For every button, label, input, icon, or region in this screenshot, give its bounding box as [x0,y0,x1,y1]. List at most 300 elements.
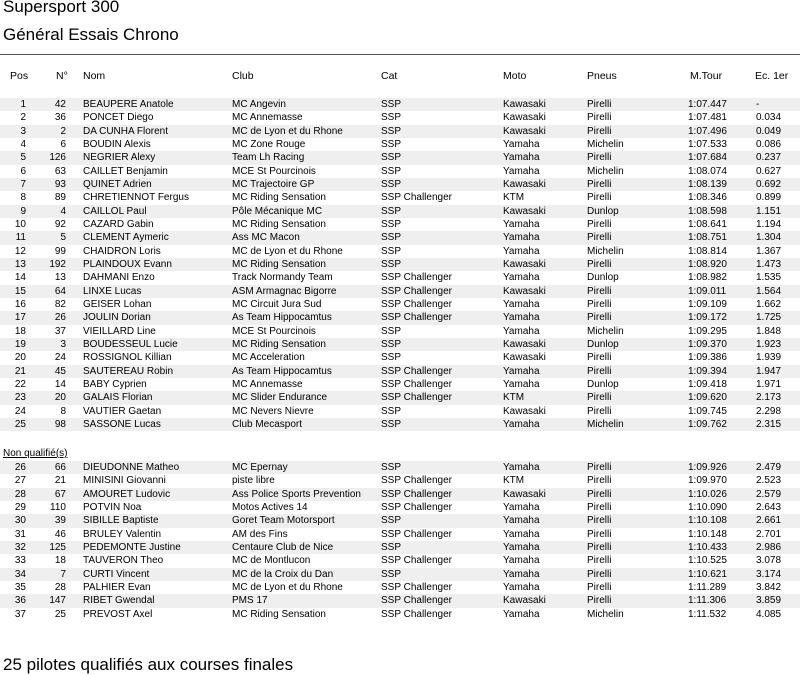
table-row [0,205,800,218]
cell-moto: Yamaha [503,501,540,513]
cell-cat: SSP Challenger [381,392,452,404]
table-row [0,501,800,514]
cell-pneus: Dunlop [587,338,619,350]
cell-pos: 33 [14,555,26,567]
cell-cat: SSP Challenger [381,365,452,377]
cell-cat: SSP Challenger [381,555,452,567]
cell-cat: SSP [381,352,402,364]
cell-pneus: Pirelli [587,285,612,297]
table-row [0,338,800,351]
cell-nom: NEGRIER Alexy [83,152,156,164]
table-row [0,378,800,391]
cell-cat: SSP [381,218,402,230]
cell-nom: BOUDIN Alexis [83,138,151,150]
cell-num: 18 [54,555,66,567]
cell-moto: Yamaha [503,138,540,150]
cell-pneus: Pirelli [587,541,612,553]
cell-pneus: Pirelli [587,298,612,310]
cell-pneus: Michelin [587,418,624,430]
table-header [0,70,800,82]
cell-num: 8 [60,405,66,417]
cell-pos: 3 [20,125,26,137]
cell-pneus: Pirelli [587,555,612,567]
cell-cat: SSP [381,245,402,257]
cell-cat: SSP Challenger [381,528,452,540]
col-header-tour: M.Tour [690,70,723,82]
cell-ecart: 2.523 [756,475,782,487]
cell-pos: 23 [14,392,26,404]
footer-note: 25 pilotes qualifiés aux courses finales [3,655,294,674]
cell-moto: Kawasaki [503,352,546,364]
cell-pneus: Pirelli [587,352,612,364]
cell-cat: SSP [381,99,402,110]
cell-nom: PLAINDOUX Evann [83,258,172,270]
cell-cat: SSP Challenger [381,488,452,500]
cell-pos: 12 [14,245,26,257]
cell-pneus: Pirelli [587,462,612,473]
cell-ecart: 1.564 [756,285,782,297]
cell-num: 36 [54,112,66,124]
cell-cat: SSP [381,232,402,244]
cell-pos: 10 [14,218,26,230]
table-row [0,258,800,271]
cell-moto: Kawasaki [503,338,546,350]
cell-moto: Yamaha [503,568,540,580]
cell-cat: SSP Challenger [381,285,452,297]
cell-moto: Yamaha [503,272,540,284]
cell-moto: Kawasaki [503,112,546,124]
cell-ecart: 1.923 [756,338,782,350]
cell-pneus: Michelin [587,138,624,150]
cell-moto: Kawasaki [503,178,546,190]
cell-moto: Kawasaki [503,205,546,217]
cell-nom: PEDEMONTE Justine [83,541,181,553]
cell-pos: 29 [14,501,26,513]
table-row [0,594,800,607]
cell-ecart: 0.049 [756,125,782,137]
cell-tour: 1:09.745 [688,405,727,417]
cell-cat: SSP Challenger [381,595,452,607]
table-row [0,165,800,178]
cell-tour: 1:08.814 [688,245,727,257]
cell-pos: 28 [14,488,26,500]
cell-ecart: 1.725 [756,312,782,324]
cell-moto: Yamaha [503,325,540,337]
cell-cat: SSP Challenger [381,581,452,593]
cell-tour: 1:08.346 [688,192,727,204]
table-row [0,191,800,204]
cell-club: MC Riding Sensation [232,608,326,620]
cell-tour: 1:08.139 [688,178,727,190]
cell-ecart: 1.367 [756,245,782,257]
cell-moto: Yamaha [503,245,540,257]
cell-club: MC Annemasse [232,112,303,124]
cell-pneus: Michelin [587,245,624,257]
cell-club: Centaure Club de Nice [232,541,334,553]
cell-moto: Yamaha [503,581,540,593]
cell-tour: 1:09.620 [688,392,727,404]
table-row [0,111,800,124]
cell-pneus: Pirelli [587,528,612,540]
cell-tour: 1:08.598 [688,205,727,217]
cell-nom: CAILLOL Paul [83,205,147,217]
document-subtitle: Général Essais Chrono [3,25,179,44]
cell-moto: Yamaha [503,152,540,164]
col-header-pos: Pos [10,70,29,82]
col-header-ecart: Ec. 1er [755,70,789,82]
cell-tour: 1:09.418 [688,378,727,390]
cell-nom: VIEILLARD Line [83,325,156,337]
cell-moto: Yamaha [503,555,540,567]
cell-moto: KTM [503,392,525,404]
cell-ecart: 2.315 [756,418,782,430]
table-row [0,608,800,621]
cell-pneus: Pirelli [587,232,612,244]
cell-club: MC Epernay [232,462,288,473]
cell-pos: 37 [14,608,26,620]
cell-nom: CLEMENT Aymeric [83,232,169,244]
cell-club: Team Lh Racing [232,152,305,164]
cell-ecart: 1.971 [756,378,782,390]
cell-ecart: 2.643 [756,501,782,513]
cell-cat: SSP [381,138,402,150]
cell-cat: SSP Challenger [381,608,452,620]
cell-club: ASM Armagnac Bigorre [232,285,337,297]
cell-num: 20 [54,392,66,404]
cell-num: 93 [54,178,66,190]
cell-tour: 1:08.982 [688,272,727,284]
cell-nom: SIBILLE Baptiste [83,515,159,527]
cell-nom: DIEUDONNE Matheo [83,462,180,473]
cell-num: 39 [54,515,66,527]
cell-club: MC Circuit Jura Sud [232,298,322,310]
col-header-moto: Moto [503,70,527,82]
cell-num: 46 [54,528,66,540]
cell-pos: 19 [14,338,26,350]
non-qualified-table [0,461,800,621]
cell-pneus: Pirelli [587,178,612,190]
table-row [0,231,800,244]
cell-cat: SSP [381,112,402,124]
cell-ecart: 3.842 [756,581,782,593]
table-row [0,218,800,231]
cell-club: Motos Actives 14 [232,501,308,513]
table-row [0,581,800,594]
cell-pos: 26 [14,462,26,473]
cell-pos: 27 [14,475,26,487]
cell-club: MC Trajectoire GP [232,178,315,190]
cell-tour: 1:09.762 [688,418,727,430]
cell-pneus: Dunlop [587,378,619,390]
cell-club: MC Riding Sensation [232,258,326,270]
cell-num: 63 [54,165,66,177]
cell-nom: AMOURET Ludovic [83,488,171,500]
cell-moto: Yamaha [503,541,540,553]
cell-nom: VAUTIER Gaetan [83,405,162,417]
cell-ecart: 1.662 [756,298,782,310]
cell-club: Goret Team Motorsport [232,515,335,527]
cell-moto: Yamaha [503,218,540,230]
cell-num: 5 [60,232,66,244]
table-row [0,568,800,581]
cell-pos: 13 [14,258,26,270]
cell-pneus: Pirelli [587,475,612,487]
cell-nom: DAHMANI Enzo [83,272,155,284]
cell-num: 125 [49,541,66,553]
cell-club: Track Normandy Team [232,272,333,284]
cell-pos: 25 [14,418,26,430]
cell-num: 3 [60,338,66,350]
cell-pneus: Michelin [587,165,624,177]
cell-club: Club Mecasport [232,418,303,430]
cell-nom: SAUTEREAU Robin [83,365,174,377]
table-row [0,405,800,418]
cell-tour: 1:09.370 [688,338,727,350]
cell-moto: Yamaha [503,608,540,620]
cell-tour: 1:09.109 [688,298,727,310]
cell-cat: SSP [381,325,402,337]
cell-club: MCE St Pourcinois [232,325,316,337]
cell-pos: 31 [14,528,26,540]
cell-pos: 20 [14,352,26,364]
cell-nom: GEISER Lohan [83,298,152,310]
cell-nom: BABY Cyprien [83,378,147,390]
document-title: Supersport 300 [3,0,120,16]
cell-club: Pôle Mécanique MC [232,205,323,217]
cell-tour: 1:10.108 [688,515,727,527]
cell-club: As Team Hippocamtus [232,312,332,324]
cell-moto: Yamaha [503,515,540,527]
cell-num: 14 [54,378,66,390]
cell-tour: 1:09.926 [688,462,727,473]
cell-pneus: Michelin [587,608,624,620]
cell-pneus: Pirelli [587,515,612,527]
cell-num: 99 [54,245,66,257]
cell-tour: 1:11.289 [688,581,727,593]
cell-pos: 15 [14,285,26,297]
cell-cat: SSP [381,405,402,417]
cell-club: MC de Lyon et du Rhone [232,125,343,137]
cell-tour: 1:10.026 [688,488,727,500]
cell-pos: 30 [14,515,26,527]
cell-tour: 1:10.433 [688,541,727,553]
cell-nom: CURTI Vincent [83,568,150,580]
header-divider [0,54,800,55]
cell-moto: KTM [503,475,525,487]
table-row [0,514,800,527]
cell-pos: 17 [14,312,26,324]
cell-nom: MINISINI Giovanni [83,475,166,487]
cell-num: 89 [54,192,66,204]
cell-cat: SSP Challenger [381,298,452,310]
cell-moto: Yamaha [503,418,540,430]
cell-pos: 4 [20,138,26,150]
cell-club: MC Zone Rouge [232,138,306,150]
cell-moto: Kawasaki [503,595,546,607]
cell-ecart: 4.085 [756,608,782,620]
table-row [0,245,800,258]
table-row [0,298,800,311]
cell-pneus: Pirelli [587,488,612,500]
col-header-num: N° [56,70,68,82]
cell-club: MC de Lyon et du Rhone [232,581,343,593]
table-row [0,418,800,431]
cell-moto: Kawasaki [503,99,546,110]
cell-tour: 1:09.394 [688,365,727,377]
cell-moto: Yamaha [503,312,540,324]
cell-moto: Yamaha [503,462,540,473]
cell-pos: 35 [14,581,26,593]
cell-pos: 6 [20,165,26,177]
cell-cat: SSP [381,541,402,553]
cell-nom: DA CUNHA Florent [83,125,169,137]
cell-ecart: 0.237 [756,152,782,164]
cell-pos: 24 [14,405,26,417]
cell-num: 147 [49,595,66,607]
cell-pneus: Pirelli [587,392,612,404]
cell-tour: 1:10.525 [688,555,727,567]
cell-tour: 1:10.621 [688,568,727,580]
cell-pos: 34 [14,568,26,580]
cell-pneus: Dunlop [587,205,619,217]
cell-num: 98 [54,418,66,430]
table-row [0,391,800,404]
cell-moto: KTM [503,192,525,204]
cell-club: MC de la Croix du Dan [232,568,334,580]
cell-ecart: 3.078 [756,555,782,567]
cell-pos: 9 [20,205,26,217]
cell-cat: SSP Challenger [381,312,452,324]
cell-pos: 5 [20,152,26,164]
cell-nom: PONCET Diego [83,112,154,124]
cell-ecart: 0.692 [756,178,782,190]
cell-pneus: Pirelli [587,152,612,164]
cell-num: 192 [49,258,66,270]
cell-tour: 1:07.533 [688,138,727,150]
cell-moto: Yamaha [503,528,540,540]
cell-ecart: 2.579 [756,488,782,500]
cell-ecart: 3.174 [756,568,782,580]
cell-nom: BRULEY Valentin [83,528,162,540]
cell-tour: 1:09.386 [688,352,727,364]
cell-num: 28 [54,581,66,593]
cell-num: 24 [54,352,66,364]
cell-cat: SSP [381,205,402,217]
table-row [0,325,800,338]
cell-cat: SSP [381,338,402,350]
cell-club: MC Nevers Nievre [232,405,314,417]
cell-pneus: Dunlop [587,272,619,284]
cell-num: 26 [54,312,66,324]
cell-pos: 18 [14,325,26,337]
cell-cat: SSP Challenger [381,475,452,487]
cell-club: MC Riding Sensation [232,192,326,204]
cell-moto: Yamaha [503,232,540,244]
cell-pos: 21 [14,365,26,377]
cell-moto: Kawasaki [503,405,546,417]
table-row [0,138,800,151]
cell-cat: SSP Challenger [381,272,452,284]
table-row [0,311,800,324]
cell-club: MC Annemasse [232,378,303,390]
cell-num: 66 [54,462,66,473]
cell-num: 4 [60,205,66,217]
cell-pneus: Pirelli [587,112,612,124]
col-header-pneus: Pneus [587,70,617,82]
cell-club: AM des Fins [232,528,288,540]
cell-moto: Yamaha [503,165,540,177]
cell-pneus: Pirelli [587,99,612,110]
cell-tour: 1:08.074 [688,165,727,177]
cell-nom: BEAUPERE Anatole [83,99,174,110]
cell-moto: Kawasaki [503,488,546,500]
cell-nom: POTVIN Noa [83,501,142,513]
cell-tour: 1:09.011 [688,285,727,297]
cell-cat: SSP Challenger [381,501,452,513]
cell-nom: CAILLET Benjamin [83,165,168,177]
cell-num: 67 [54,488,66,500]
cell-ecart: 1.151 [756,205,782,217]
col-header-cat: Cat [381,70,398,82]
cell-ecart: 2.479 [756,462,782,473]
cell-num: 7 [60,568,66,580]
cell-tour: 1:09.970 [688,475,727,487]
cell-pneus: Pirelli [587,581,612,593]
cell-pneus: Pirelli [587,125,612,137]
cell-club: MC Riding Sensation [232,218,326,230]
cell-pos: 7 [20,178,26,190]
cell-ecart: 2.661 [756,515,782,527]
cell-ecart: 0.034 [756,112,782,124]
cell-nom: CHRETIENNOT Fergus [83,192,189,204]
cell-club: MC Slider Endurance [232,392,328,404]
cell-tour: 1:07.447 [688,99,727,110]
cell-moto: Kawasaki [503,285,546,297]
cell-nom: TAUVERON Theo [83,555,164,567]
cell-cat: SSP [381,568,402,580]
cell-ecart: 2.298 [756,405,782,417]
cell-pneus: Pirelli [587,595,612,607]
cell-pos: 8 [20,192,26,204]
cell-club: MC de Montlucon [232,555,311,567]
cell-moto: Yamaha [503,365,540,377]
cell-tour: 1:08.641 [688,218,727,230]
table-row [0,271,800,284]
cell-cat: SSP [381,418,402,430]
table-row [0,461,800,474]
cell-club: MC Acceleration [232,352,305,364]
cell-pneus: Pirelli [587,312,612,324]
cell-tour: 1:10.148 [688,528,727,540]
cell-tour: 1:09.295 [688,325,727,337]
cell-cat: SSP [381,462,402,473]
cell-moto: Yamaha [503,298,540,310]
cell-club: MC Angevin [232,99,286,110]
cell-ecart: 0.899 [756,192,782,204]
cell-tour: 1:08.751 [688,232,727,244]
cell-pos: 2 [20,112,26,124]
cell-nom: CHAIDRON Loris [83,245,161,257]
cell-num: 13 [54,272,66,284]
cell-tour: 1:11.532 [688,608,727,620]
cell-club: MC de Lyon et du Rhone [232,245,343,257]
cell-cat: SSP [381,125,402,137]
cell-ecart: 2.986 [756,541,782,553]
cell-pneus: Pirelli [587,365,612,377]
cell-cat: SSP Challenger [381,192,452,204]
table-row [0,285,800,298]
cell-ecart: - [756,99,760,110]
